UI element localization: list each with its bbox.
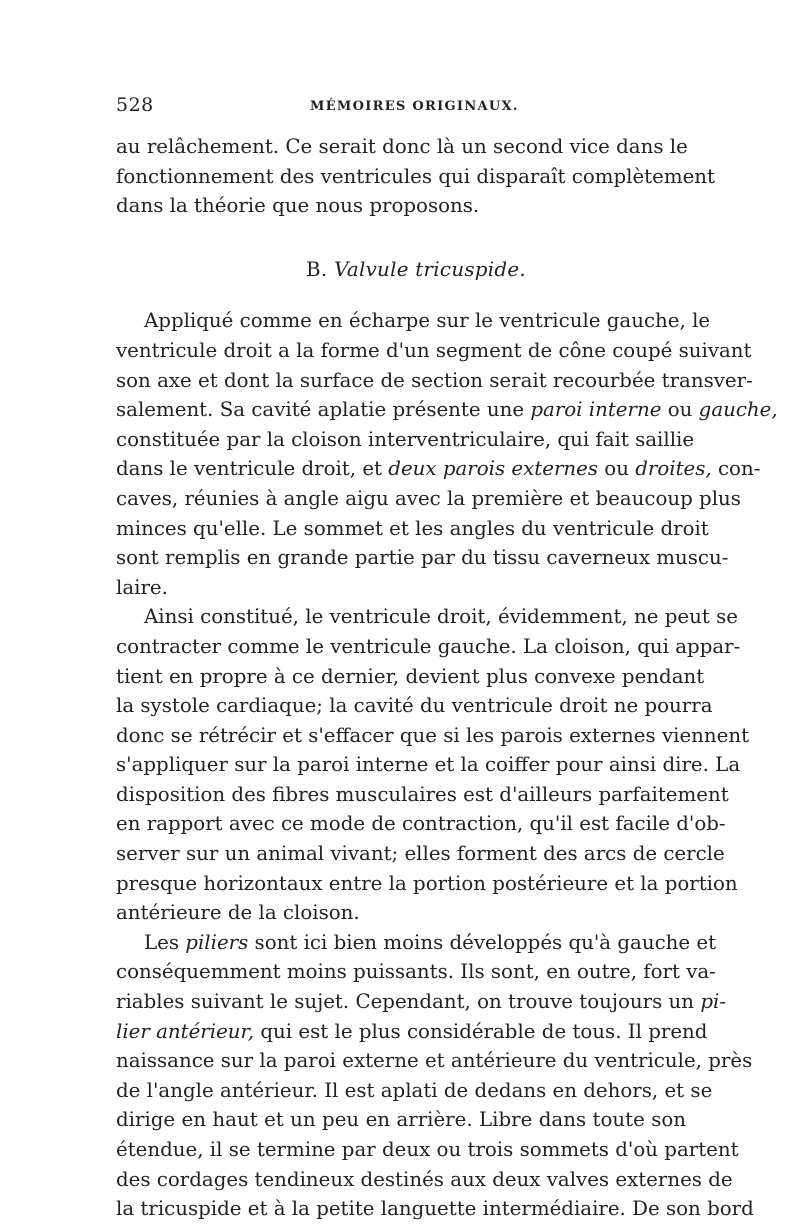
section-heading — [116, 255, 686, 285]
text-line: caves, réunies à angle aigu avec la première et beaucoup plus — [116, 486, 741, 510]
italic-term: piliers — [185, 930, 249, 954]
text-line — [116, 987, 727, 1017]
text-line: minces qu'elle. Le sommet et les angles du ventricule droit — [116, 516, 709, 540]
text-run: riables suivant le sujet. Cependant, on trouve toujours un — [116, 990, 701, 1014]
section-letter: B. — [306, 257, 328, 281]
text-line: dirige en haut et un peu en arrière. Libre dans toute son — [116, 1108, 686, 1132]
page-number: 528 — [116, 94, 154, 116]
text-line: naissance sur la paroi externe et antérieure du ventricule, près — [116, 1049, 753, 1073]
text-line: ventricule droit a la forme d'un segment de cône coupé suivant — [116, 338, 752, 362]
italic-term: deux parois externes — [388, 457, 598, 481]
spacer — [116, 221, 686, 255]
text-run: salement. Sa cavité aplatie présente une — [116, 398, 531, 422]
text-line: presque horizontaux entre la portion postérieure et la portion — [116, 871, 738, 895]
text-line: disposition des fibres musculaires est d'ailleurs parfaitement — [116, 782, 729, 806]
text-line: de l'angle antérieur. Il est aplati de dedans en dehors, et se — [116, 1078, 713, 1102]
text-line: dans la théorie que nous proposons. — [116, 194, 480, 218]
text-line: contracter comme le ventricule gauche. La cloison, qui appar- — [116, 634, 741, 658]
text-line: en rapport avec ce mode de contraction, qu'il est facile d'ob- — [116, 812, 726, 836]
text-line: antérieure de la cloison. — [116, 901, 360, 925]
text-line: constituée par la cloison interventriculaire, qui fait saillie — [116, 427, 695, 451]
text-run: Les — [144, 930, 186, 954]
text-line — [116, 395, 778, 425]
italic-term: gauche, — [698, 398, 778, 422]
text-line: s'appliquer sur la paroi interne et la coiffer pour ainsi dire. La — [116, 753, 741, 777]
text-run: sont ici bien moins développés qu'à gauche et — [248, 930, 717, 954]
italic-term: pi- — [700, 990, 727, 1014]
text-run: con- — [711, 457, 761, 481]
text-line: son axe et dont la surface de section serait recourbée transver- — [116, 368, 753, 392]
spacer — [116, 284, 686, 306]
text-line: conséquemment moins puissants. Ils sont, en outre, fort va- — [116, 960, 716, 984]
text-line: fonctionnement des ventricules qui disparaît complètement — [116, 164, 715, 188]
text-line — [116, 928, 717, 958]
text-line: la systole cardiaque; la cavité du ventricule droit ne pourra — [116, 694, 713, 718]
page-header — [116, 94, 686, 124]
italic-term: droites, — [635, 457, 712, 481]
section-title: Valvule tricuspide. — [334, 257, 526, 281]
italic-term: lier antérieur, — [116, 1019, 255, 1043]
text-line: tient en propre à ce dernier, devient plus convexe pendant — [116, 664, 705, 688]
body-text — [116, 132, 778, 1224]
text-line: server sur un animal vivant; elles forment des arcs de cercle — [116, 842, 725, 866]
text-run: qui est le plus considérable de tous. Il prend — [254, 1019, 708, 1043]
text-line: donc se rétrécir et s'effacer que si les parois externes viennent — [116, 723, 750, 747]
running-head: MÉMOIRES ORIGINAUX. — [310, 99, 519, 114]
text-line — [116, 1017, 708, 1047]
text-line: des cordages tendineux destinés aux deux valves externes de — [116, 1167, 733, 1191]
text-run: ou — [598, 457, 636, 481]
text-run: ou — [661, 398, 699, 422]
text-line: la tricuspide et à la petite languette intermédiaire. De son bord — [116, 1197, 754, 1221]
text-line: laire. — [116, 575, 168, 599]
text-line — [116, 454, 761, 484]
text-line: sont remplis en grande partie par du tissu caverneux muscu- — [116, 546, 729, 570]
italic-term: paroi interne — [530, 398, 662, 422]
text-line: étendue, il se termine par deux ou trois sommets d'où partent — [116, 1138, 739, 1161]
text-run: dans le ventricule droit, et — [116, 457, 389, 481]
text-line: Ainsi constitué, le ventricule droit, évidemment, ne peut se — [144, 605, 738, 629]
text-line: Appliqué comme en écharpe sur le ventricule gauche, le — [144, 309, 711, 333]
text-line: au relâchement. Ce serait donc là un second vice dans le — [116, 135, 688, 158]
